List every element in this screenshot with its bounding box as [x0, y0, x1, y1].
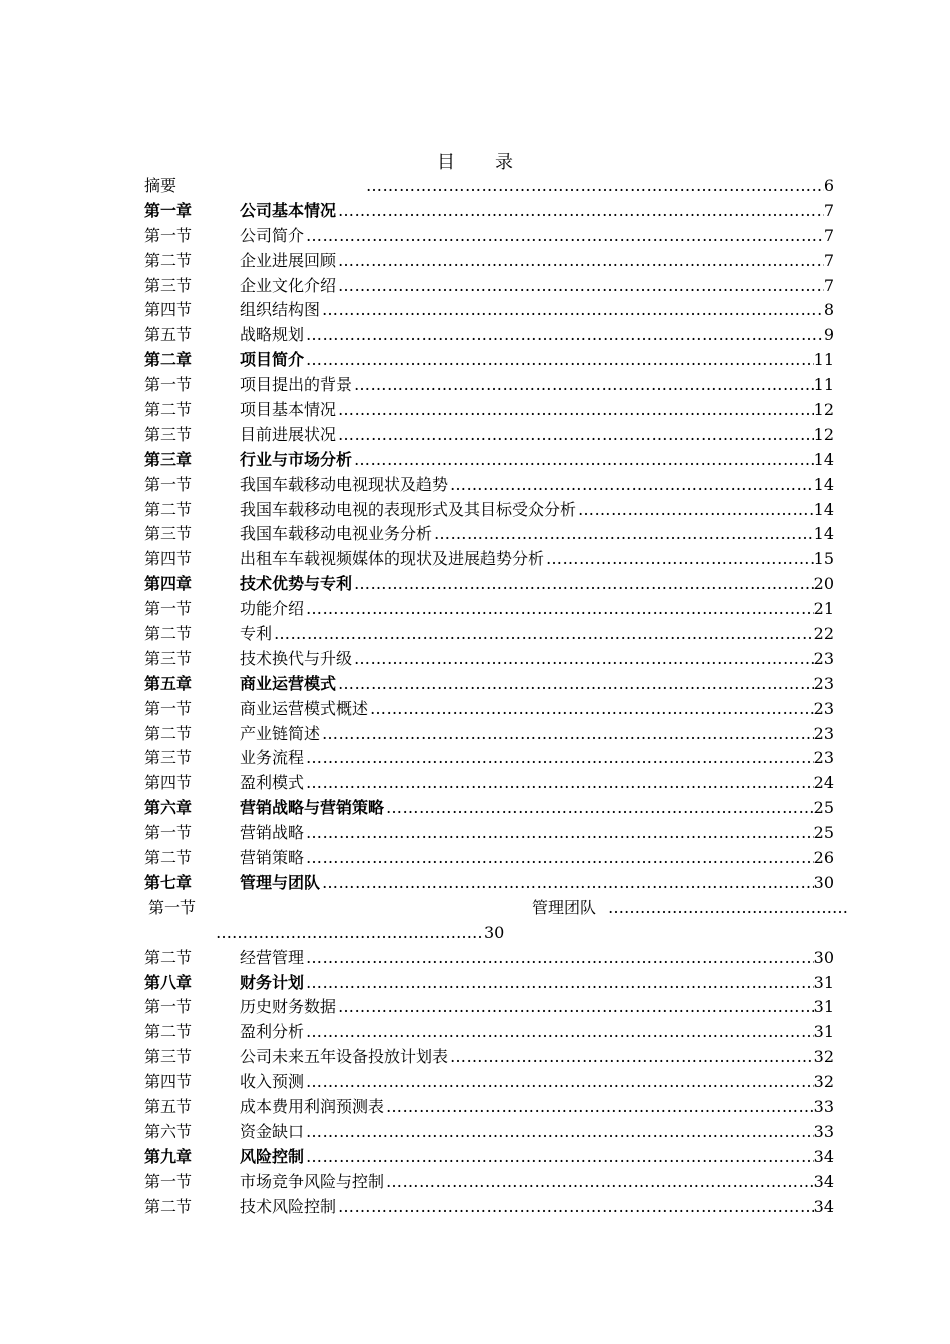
toc-entry-continuation	[144, 921, 834, 946]
toc-entry[interactable]	[144, 1070, 834, 1095]
toc-entry-number: 第五节	[144, 325, 193, 345]
toc-leader-dots	[338, 1195, 814, 1220]
toc-entry-title: 技术风险控制	[240, 1196, 337, 1216]
toc-entry-page: 23	[813, 673, 834, 693]
toc-entry-number: 第三节	[144, 275, 193, 295]
toc-entry-page: 7	[823, 225, 834, 245]
toc-entry-title: 我国车载移动电视业务分析	[240, 524, 433, 544]
toc-entry[interactable]	[144, 298, 834, 323]
toc-leader-dots	[338, 249, 824, 274]
toc-entry-number: 第二节	[144, 400, 193, 420]
table-of-contents	[144, 174, 834, 1219]
toc-entry-number: 第二节	[144, 947, 193, 967]
toc-entry-number: 第二节	[144, 723, 193, 743]
toc-leader-dots	[608, 896, 848, 921]
toc-entry-page: 31	[813, 1022, 834, 1042]
toc-entry-page: 23	[813, 723, 834, 743]
toc-entry-title: 营销战略与营销策略	[240, 798, 385, 818]
toc-entry-page: 32	[813, 1072, 834, 1092]
toc-entry-title: 营销策略	[240, 848, 305, 868]
toc-entry-number: 第七章	[144, 872, 193, 892]
toc-entry-number: 第三节	[144, 1047, 193, 1067]
toc-entry-number: 第二节	[144, 624, 193, 644]
toc-chapter[interactable]	[144, 1145, 834, 1170]
toc-entry[interactable]	[144, 224, 834, 249]
toc-leader-dots	[450, 473, 814, 498]
toc-leader-dots	[306, 323, 824, 348]
toc-entry[interactable]	[144, 622, 834, 647]
toc-entry-page: 8	[823, 300, 834, 320]
toc-chapter[interactable]	[144, 348, 834, 373]
toc-entry-page: 9	[823, 325, 834, 345]
toc-entry-number: 第二节	[144, 848, 193, 868]
toc-entry-page: 32	[813, 1047, 834, 1067]
toc-entry-number: 第一节	[144, 1171, 193, 1191]
toc-entry-title: 项目基本情况	[240, 400, 337, 420]
toc-entry-page: 15	[813, 549, 834, 569]
toc-chapter[interactable]	[144, 871, 834, 896]
toc-leader-dots	[386, 1170, 814, 1195]
toc-entry-page: 21	[813, 599, 834, 619]
toc-entry-page: 25	[813, 823, 834, 843]
toc-entry[interactable]	[144, 647, 834, 672]
toc-leader-dots	[578, 498, 814, 523]
toc-chapter[interactable]	[144, 971, 834, 996]
toc-entry-title: 技术优势与专利	[240, 574, 353, 594]
toc-leader-dots	[274, 622, 814, 647]
toc-leader-dots	[306, 1020, 814, 1045]
toc-leader-dots	[338, 398, 814, 423]
toc-leader-dots	[338, 274, 824, 299]
toc-leader-dots	[338, 672, 814, 697]
toc-entry-number: 第九章	[144, 1146, 193, 1166]
toc-leader-dots	[216, 921, 484, 946]
toc-entry-number: 第一节	[144, 599, 193, 619]
toc-leader-dots	[366, 174, 824, 199]
toc-leader-dots	[450, 1045, 814, 1070]
toc-entry-title: 项目简介	[240, 350, 305, 370]
toc-leader-dots	[370, 697, 814, 722]
toc-entry-number: 第三节	[144, 524, 193, 544]
toc-entry[interactable]	[144, 697, 834, 722]
toc-entry-page: 23	[813, 648, 834, 668]
toc-entry-title: 目前进展状况	[240, 424, 337, 444]
toc-entry[interactable]	[144, 1095, 834, 1120]
toc-title-left: 目	[437, 152, 455, 173]
toc-entry-number: 第二节	[144, 499, 193, 519]
toc-entry-number: 第三节	[144, 424, 193, 444]
toc-entry[interactable]	[144, 498, 834, 523]
toc-entry[interactable]	[144, 771, 834, 796]
toc-leader-dots	[306, 348, 814, 373]
toc-leader-dots	[306, 971, 814, 996]
toc-entry-title: 盈利分析	[240, 1022, 305, 1042]
toc-entry[interactable]	[144, 323, 834, 348]
toc-entry-page: 14	[813, 524, 834, 544]
toc-entry-title: 营销战略	[240, 823, 305, 843]
toc-entry-title: 收入预测	[240, 1072, 305, 1092]
toc-entry-page: 30	[484, 922, 505, 942]
toc-entry[interactable]	[144, 473, 834, 498]
toc-entry-title: 财务计划	[240, 972, 305, 992]
toc-entry-title: 商业运营模式	[240, 673, 337, 693]
toc-entry-title: 我国车载移动电视现状及趋势	[240, 474, 449, 494]
toc-entry-title: 业务流程	[240, 748, 305, 768]
toc-entry-number: 第一节	[144, 997, 193, 1017]
toc-entry[interactable]	[144, 249, 834, 274]
toc-entry-number: 第二章	[144, 350, 193, 370]
toc-entry-page: 11	[813, 350, 834, 370]
toc-leader-dots	[306, 224, 824, 249]
toc-entry-page: 11	[813, 375, 834, 395]
toc-entry-number: 第八章	[144, 972, 193, 992]
toc-leader-dots	[386, 796, 814, 821]
toc-entry[interactable]	[144, 1195, 834, 1220]
toc-entry-number: 第一节	[144, 225, 193, 245]
toc-leader-dots	[434, 522, 814, 547]
toc-leader-dots	[354, 373, 814, 398]
toc-chapter[interactable]	[144, 199, 834, 224]
toc-entry-number: 第六章	[144, 798, 193, 818]
toc-entry-number: 第一节	[144, 698, 193, 718]
toc-entry-number: 第四节	[144, 549, 193, 569]
toc-entry-page: 31	[813, 972, 834, 992]
toc-entry-number: 第二节	[144, 1022, 193, 1042]
toc-entry-title: 管理团队	[532, 897, 597, 917]
toc-entry-title: 功能介绍	[240, 599, 305, 619]
toc-entry-page: 34	[813, 1196, 834, 1216]
toc-entry[interactable]	[144, 722, 834, 747]
toc-entry[interactable]	[144, 995, 834, 1020]
toc-entry-title: 企业进展回顾	[240, 250, 337, 270]
toc-entry-page: 14	[813, 449, 834, 469]
toc-entry-title: 组织结构图	[240, 300, 321, 320]
toc-entry-number: 第三章	[144, 449, 193, 469]
toc-entry[interactable]	[144, 1020, 834, 1045]
toc-entry[interactable]	[144, 1170, 834, 1195]
toc-leader-dots	[338, 995, 814, 1020]
toc-entry-number: 第一节	[144, 823, 193, 843]
toc-leader-dots	[546, 547, 814, 572]
toc-entry[interactable]	[144, 547, 834, 572]
toc-entry-number: 第四节	[144, 1072, 193, 1092]
toc-entry-number: 第三节	[144, 748, 193, 768]
toc-leader-dots	[338, 423, 814, 448]
toc-entry[interactable]	[144, 1120, 834, 1145]
toc-entry[interactable]	[144, 423, 834, 448]
toc-leader-dots	[354, 647, 814, 672]
toc-leader-dots	[322, 298, 824, 323]
toc-entry[interactable]	[144, 597, 834, 622]
toc-entry-page: 34	[813, 1146, 834, 1166]
toc-entry-title: 盈利模式	[240, 773, 305, 793]
toc-entry-title: 公司基本情况	[240, 200, 337, 220]
toc-chapter[interactable]	[144, 448, 834, 473]
toc-entry-number: 第四节	[144, 773, 193, 793]
toc-entry-page: 33	[813, 1096, 834, 1116]
toc-entry[interactable]	[144, 1045, 834, 1070]
toc-title-right: 录	[495, 152, 513, 173]
toc-entry-number: 第一节	[144, 375, 193, 395]
toc-leader-dots	[306, 821, 814, 846]
toc-entry-page: 33	[813, 1121, 834, 1141]
toc-entry-page: 23	[813, 748, 834, 768]
toc-entry-page: 7	[823, 200, 834, 220]
toc-entry-page: 14	[813, 474, 834, 494]
toc-leader-dots	[338, 199, 824, 224]
toc-entry-title: 行业与市场分析	[240, 449, 353, 469]
toc-leader-dots	[322, 722, 814, 747]
toc-leader-dots	[322, 871, 814, 896]
toc-leader-dots	[354, 448, 814, 473]
toc-entry-page: 6	[823, 176, 834, 195]
toc-leader-dots	[306, 1120, 814, 1145]
toc-entry-page: 12	[813, 424, 834, 444]
toc-leader-dots	[306, 1145, 814, 1170]
toc-entry-title: 经营管理	[240, 947, 305, 967]
toc-entry-number: 第四节	[144, 300, 193, 320]
toc-entry-title: 风险控制	[240, 1146, 305, 1166]
toc-entry-title: 公司未来五年设备投放计划表	[240, 1047, 449, 1067]
toc-entry-page: 31	[813, 997, 834, 1017]
toc-leader-dots	[306, 771, 814, 796]
toc-entry-page: 23	[813, 698, 834, 718]
toc-entry-page: 34	[813, 1171, 834, 1191]
toc-entry-title: 产业链简述	[240, 723, 321, 743]
toc-leader-dots	[306, 846, 814, 871]
toc-entry-number: 第五节	[144, 1096, 193, 1116]
toc-entry-title: 市场竞争风险与控制	[240, 1171, 385, 1191]
toc-entry-number: 第一章	[144, 200, 193, 220]
toc-entry-title: 公司简介	[240, 225, 305, 245]
toc-leader-dots	[306, 597, 814, 622]
toc-leader-dots	[306, 746, 814, 771]
toc-entry[interactable]	[144, 373, 834, 398]
toc-entry-number: 第四章	[144, 574, 193, 594]
toc-entry-page: 30	[813, 947, 834, 967]
toc-entry-page: 26	[813, 848, 834, 868]
toc-title	[0, 148, 950, 174]
toc-entry-page: 12	[813, 400, 834, 420]
toc-leader-dots	[306, 946, 814, 971]
toc-leader-dots	[306, 1070, 814, 1095]
toc-entry-title: 资金缺口	[240, 1121, 305, 1141]
toc-entry[interactable]	[144, 946, 834, 971]
toc-chapter[interactable]	[144, 672, 834, 697]
toc-entry-number: 第一节	[148, 897, 197, 917]
toc-entry[interactable]	[144, 522, 834, 547]
toc-entry-number: 摘要	[144, 176, 177, 195]
toc-entry-title: 管理与团队	[240, 872, 321, 892]
toc-entry-page: 24	[813, 773, 834, 793]
toc-entry-page: 20	[813, 574, 834, 594]
toc-entry-title: 出租车车载视频媒体的现状及进展趋势分析	[240, 549, 545, 569]
toc-entry-number: 第一节	[144, 474, 193, 494]
toc-entry-number: 第三节	[144, 648, 193, 668]
toc-entry-title: 技术换代与升级	[240, 648, 353, 668]
toc-entry-page: 7	[823, 275, 834, 295]
toc-entry[interactable]	[144, 274, 834, 299]
toc-entry[interactable]	[144, 821, 834, 846]
toc-entry-number: 第六节	[144, 1121, 193, 1141]
toc-entry[interactable]	[144, 896, 834, 921]
toc-entry-title: 我国车载移动电视的表现形式及其目标受众分析	[240, 499, 577, 519]
toc-entry-page: 30	[813, 872, 834, 892]
toc-entry-title: 商业运营模式概述	[240, 698, 369, 718]
toc-entry[interactable]	[144, 846, 834, 871]
toc-entry-title: 历史财务数据	[240, 997, 337, 1017]
toc-entry-title: 战略规划	[240, 325, 305, 345]
toc-entry-number: 第二节	[144, 1196, 193, 1216]
toc-leader-dots	[354, 572, 814, 597]
toc-entry-number: 第二节	[144, 250, 193, 270]
toc-entry-page: 14	[813, 499, 834, 519]
toc-chapter[interactable]	[144, 572, 834, 597]
toc-entry-page: 7	[823, 250, 834, 270]
toc-leader-dots	[386, 1095, 814, 1120]
toc-entry[interactable]	[144, 398, 834, 423]
toc-abstract[interactable]	[144, 174, 834, 199]
toc-entry-page: 25	[813, 798, 834, 818]
toc-entry-title: 企业文化介绍	[240, 275, 337, 295]
toc-entry-page: 22	[813, 624, 834, 644]
toc-chapter[interactable]	[144, 796, 834, 821]
toc-entry-number: 第五章	[144, 673, 193, 693]
toc-entry[interactable]	[144, 746, 834, 771]
toc-entry-title: 成本费用利润预测表	[240, 1096, 385, 1116]
toc-entry-title: 专利	[240, 624, 273, 644]
toc-entry-title: 项目提出的背景	[240, 375, 353, 395]
